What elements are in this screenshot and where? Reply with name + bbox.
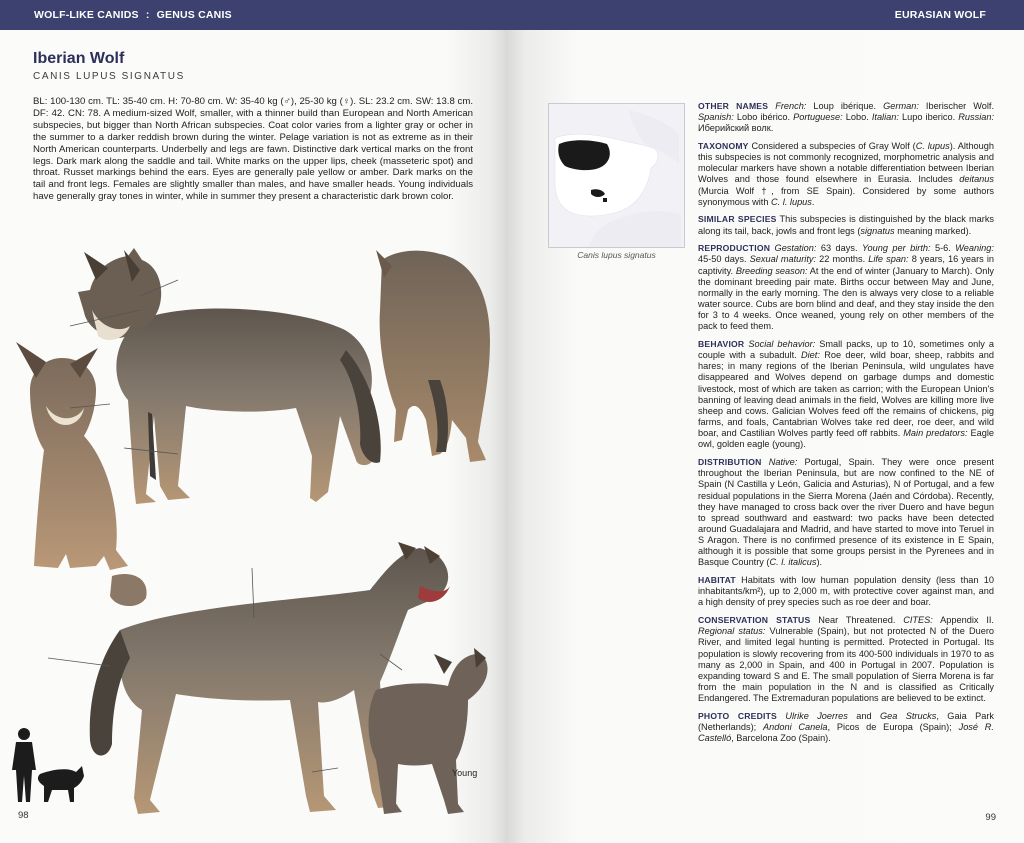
wolf-standing-front: [78, 248, 381, 504]
section-reproduction: REPRODUCTION Gestation: 63 days. Young per birth: 5-6. Weaning: 45-50 days. Sexual maturity: 22 months. Life span: 8 years, 16 years in captivity. Breeding season: At the end of winter (January to March). Only the dominant breeding pair mate. Births occur between May and June, normally in the early morning. The den is always very close to a reliable water source. Cubs are born blind and deaf, and they stay inside the den for 3 to 4 weeks. Once weaned, young rely on other members of the pack to feed them.: [698, 243, 995, 332]
map-caption: Canis lupus signatus: [577, 250, 656, 260]
section-distribution: DISTRIBUTION Native: Portugal, Spain. They were once present throughout the Iberian Peninsula, but are now confined to the NE of Spain (N Castilla y León, Galicia and Asturias), N of Portugal, and a few residual populations in the Sierra Morena (Jaén and Córdoba). Recently, they have managed to cross back over the river Duero and have begun to spread southward and eastward: two packs have been detected around Guadalajara and Madrid, and have started to move into Teruel in S Aragon. There is no confirmed presence of its existence in E Spain, although it is possible that some groups persist in the Pyrenees and in Basque Country (C. l. italicus).: [698, 457, 994, 568]
other-names-heading: OTHER NAMES: [698, 101, 769, 111]
page-number-left: 98: [18, 810, 29, 821]
species-latin-name: CANIS LUPUS SIGNATUS: [33, 71, 185, 82]
scale-silhouettes: [12, 728, 84, 802]
habitat-heading: HABITAT: [698, 575, 736, 586]
conservation-heading: CONSERVATION STATUS: [698, 615, 811, 626]
species-title: Iberian Wolf: [33, 50, 125, 67]
young-wolf-label: Young: [452, 768, 478, 778]
section-other-names: OTHER NAMES French: Loup ibérique. German: Iberischer Wolf. Spanish: Lobo ibérico. Portuguese: Lobo. Italian: Lupo iberico. Russian: Иберийский волк.: [698, 101, 995, 134]
section-behavior: BEHAVIOR Social behavior: Small packs, up to 10, sometimes only a couple with a subadult. Diet: Roe deer, wild boar, sheep, rabbits and hares; in many regions of the Iberian Peninsula, wild ungulates have disappeared and Wolves depend on garbage dumps and domestic livestock, most of which are taken as carrion; with the European Union's banning of leaving dead animals in the field, Wolves are killing more live sheep and cows. Galician Wolves feed off the remains of chickens, pig farms, and foals, Cantabrian Wolves take red deer, roe deer, and wild boar, and Castilian Wolves partly feed off rabbits. Main predators: Eagle owl, golden eagle (young).: [698, 338, 995, 450]
distribution-heading: DISTRIBUTION: [698, 457, 762, 468]
wolf-rear-view: [376, 250, 490, 462]
right-header-title: EURASIAN WOLF: [894, 9, 986, 21]
header-separator: :: [145, 9, 150, 21]
behavior-heading: BEHAVIOR: [698, 338, 745, 349]
species-description: BL: 100-130 cm. TL: 35-40 cm. H: 70-80 cm. W: 35-40 kg (♂), 25-30 kg (♀). SL: 23.2 cm. SW: 13.8 cm. DF: 42. CN: 78. A medium-sized Wolf, smaller, with a thinner build than European and North American subspecies, but bigger than North African subspecies. Coat color varies from a lighter gray or ocher in the summer to a darker reddish brown during the winter. Pelage variation is not as extreme as in their North American counterparts. Underbelly and legs are fawn. Distinctive dark vertical marks on the front legs. Dark mark along the saddle and tail. White marks on the upper lips, cheek (masseteric spot) and throat. Russet markings behind the ears. Eyes are generally pale yellow or amber. Dark marks on the tail and front legs. Females are slightly smaller than males, and have smaller heads. Young individuals have generally gray tones in winter, while in summer they present a characteristic dark brown color.: [33, 96, 473, 203]
family-label: WOLF-LIKE CANIDS: [34, 9, 139, 21]
iberia-map: [549, 104, 684, 247]
right-running-header: [505, 0, 1024, 30]
wolf-young: [369, 648, 488, 814]
page-number-right: 99: [985, 812, 996, 823]
section-habitat: HABITAT Habitats with low human population density (less than 10 inhabitants/km²), up to 2,000 m, with protective cover against man, and a high density of prey species such as roe deer and boar.: [698, 575, 994, 608]
genus-label: GENUS CANIS: [156, 9, 232, 21]
section-conservation-status: CONSERVATION STATUS Near Threatened. CITES: Appendix II. Regional status: Vulnerable (Spain), but not protected N of the Duero River, and limited legal hunting is permitted. Protected in Portugal. Its population is slowly recovering from its 400-500 individuals in 1970 to as many as 2,000 in Spain, and 400 in Portugal in 2007. Population is expanding toward S and E. The small population of Sierra Morena is far from the main population in the N and is classified as Critically Endangered. The Extremaduran populations are believed to be extinct.: [698, 615, 995, 704]
taxonomy-heading: TAXONOMY: [698, 140, 749, 151]
section-taxonomy: TAXONOMY Considered a subspecies of Gray Wolf (C. lupus). Although this subspecies is not commonly recognized, morphometric analysis and molecular markers have shown a notable differentiation between Iberian Wolves and those found elsewhere in Eurasia. Includes deitanus (Murcia Wolf †, from SE Spain). Considered by some authors synonymous with C. l. lupus.: [698, 140, 994, 207]
reproduction-heading: REPRODUCTION: [698, 243, 771, 254]
section-photo-credits: PHOTO CREDITS Ulrike Joerres and Gea Strucks, Gaia Park (Netherlands); Andoni Canela, Picos de Europa (Spain); José R. Castelló, Barcelona Zoo (Spain).: [698, 710, 994, 744]
left-running-header: [0, 0, 505, 30]
wolf-illustration: [0, 230, 505, 830]
distribution-map: [548, 103, 685, 248]
section-similar-species: SIMILAR SPECIES This subspecies is distinguished by the black marks along its tail, back, jowls and front legs (signatus meaning marked).: [698, 214, 995, 236]
species-account-column: [698, 101, 994, 751]
photo-credits-heading: PHOTO CREDITS: [698, 710, 777, 721]
similar-species-heading: SIMILAR SPECIES: [698, 214, 777, 225]
